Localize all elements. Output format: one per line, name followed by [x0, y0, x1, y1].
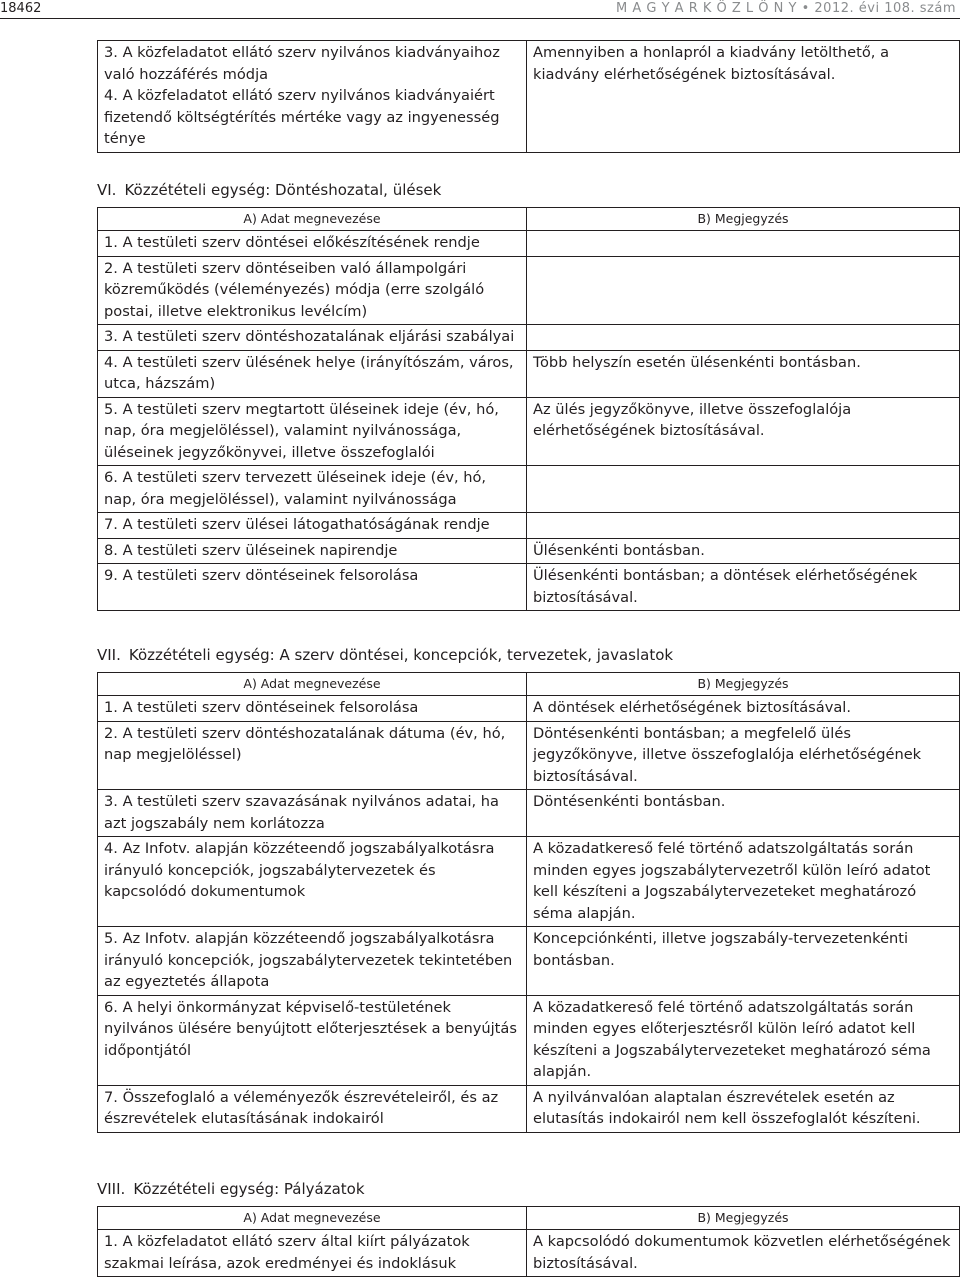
table-row: [98, 1230, 960, 1277]
table-row: [98, 564, 960, 611]
cell-data-name: 4. A testületi szerv ülésének helye (irányítószám, város, utca, házszám): [98, 350, 527, 397]
cell-data-name: 3. A testületi szerv szavazásának nyilvános adatai, ha azt jogszabály nem korlátozza: [98, 790, 527, 837]
table-row: [98, 837, 960, 927]
cell-data-name: 5. Az Infotv. alapján közzéteendő jogszabályalkotásra irányuló koncepciók, jogszabálytervezetek tekintetében az egyeztetés állapota: [98, 927, 527, 996]
cell-remark: [527, 466, 960, 513]
cell-remark: [527, 256, 960, 325]
column-header-b: B) Megjegyzés: [527, 208, 960, 231]
section-table-viii: [97, 1206, 960, 1277]
section-table-vi: [97, 207, 960, 611]
table-row: [98, 790, 960, 837]
cell-data-name: 3. A testületi szerv döntéshozatalának eljárási szabályai: [98, 325, 527, 351]
section-title-vi: [97, 181, 441, 199]
cell-data-name: 1. A testületi szerv döntéseinek felsorolása: [98, 696, 527, 722]
table-row: [98, 1085, 960, 1132]
table-row: [98, 927, 960, 996]
section-heading: Közzétételi egység: Döntéshozatal, ülések: [124, 181, 442, 199]
section-title-viii: [97, 1180, 365, 1198]
cell-remark: Amennyiben a honlapról a kiadvány letölthető, a kiadvány elérhetőségének biztosításával.: [527, 41, 960, 153]
cell-data-name: 7. A testületi szerv ülései látogathatóságának rendje: [98, 513, 527, 539]
table-row: [98, 350, 960, 397]
table-row: [98, 513, 960, 539]
cell-remark: Koncepciónkénti, illetve jogszabály-tervezetenkénti bontásban.: [527, 927, 960, 996]
cell-data-name: 9. A testületi szerv döntéseinek felsorolása: [98, 564, 527, 611]
cell-remark: Döntésenkénti bontásban; a megfelelő ülés jegyzőkönyve, illetve összefoglalója elérhetőségének biztosításával.: [527, 721, 960, 790]
cell-data-name: 2. A testületi szerv döntéseiben való állampolgári közreműködés (véleményezés) módja (erre szolgáló postai, illetve elektronikus levélcím): [98, 256, 527, 325]
column-header-a: A) Adat megnevezése: [98, 208, 527, 231]
cell-remark: [527, 325, 960, 351]
section-heading: Közzétételi egység: A szerv döntései, koncepciók, tervezetek, javaslatok: [128, 646, 674, 664]
cell-remark: [527, 513, 960, 539]
table-row: [98, 397, 960, 466]
section-title-vii: [97, 646, 673, 664]
cell-remark: Több helyszín esetén ülésenkénti bontásban.: [527, 350, 960, 397]
cell-remark: [527, 231, 960, 257]
cell-data-name: 2. A testületi szerv döntéshozatalának dátuma (év, hó, nap megjelöléssel): [98, 721, 527, 790]
header-rule: [0, 18, 960, 19]
cell-remark: Az ülés jegyzőkönyve, illetve összefoglalója elérhetőségének biztosításával.: [527, 397, 960, 466]
section-heading: Közzétételi egység: Pályázatok: [133, 1180, 365, 1198]
cell-remark: Döntésenkénti bontásban.: [527, 790, 960, 837]
page-header: [0, 0, 960, 20]
cell-data-name: 7. Összefoglaló a véleményezők észrevételeiről, és az észrevételek elutasításának indokairól: [98, 1085, 527, 1132]
cell-remark: A döntések elérhetőségének biztosításával.: [527, 696, 960, 722]
cell-remark: A kapcsolódó dokumentumok közvetlen elérhetőségének biztosításával.: [527, 1230, 960, 1277]
table-header-row: [98, 673, 960, 696]
table-row: [98, 325, 960, 351]
table-row: [98, 256, 960, 325]
continuation-table: [97, 40, 960, 153]
cell-data-name: 3. A közfeladatot ellátó szerv nyilvános kiadványaihoz való hozzáférés módja 4. A közfeladatot ellátó szerv nyilvános kiadványaiért fizetendő költségtérítés mértéke vagy az ingyenesség ténye: [98, 41, 527, 153]
table-row: [98, 696, 960, 722]
page-number: 18462: [0, 1, 42, 16]
cell-remark: Ülésenkénti bontásban.: [527, 538, 960, 564]
table-row: [98, 995, 960, 1085]
table-row: [98, 466, 960, 513]
cell-remark: A közadatkereső felé történő adatszolgáltatás során minden egyes előterjesztésről külön leíró adatot kell készíteni a Jogszabálytervezeteket meghatározó séma alapján.: [527, 995, 960, 1085]
section-number: VI.: [97, 181, 117, 199]
table-row: [98, 538, 960, 564]
section-number: VIII.: [97, 1180, 126, 1198]
table-header-row: [98, 208, 960, 231]
cell-remark: A közadatkereső felé történő adatszolgáltatás során minden egyes jogszabálytervezetről külön leíró adatot kell készíteni a Jogszabálytervezeteket meghatározó séma alapján.: [527, 837, 960, 927]
cell-data-name: 4. Az Infotv. alapján közzéteendő jogszabályalkotásra irányuló koncepciók, jogszabálytervezetek és kapcsolódó dokumentumok: [98, 837, 527, 927]
cell-remark: Ülésenkénti bontásban; a döntések elérhetőségének biztosításával.: [527, 564, 960, 611]
table-row: [98, 231, 960, 257]
cell-data-name: 1. A közfeladatot ellátó szerv által kiírt pályázatok szakmai leírása, azok eredményei és indoklásuk: [98, 1230, 527, 1277]
cell-remark: A nyilvánvalóan alaptalan észrevételek esetén az elutasítás indokairól nem kell összefoglalót készíteni.: [527, 1085, 960, 1132]
cell-data-name: 1. A testületi szerv döntései előkészítésének rendje: [98, 231, 527, 257]
column-header-b: B) Megjegyzés: [527, 673, 960, 696]
cell-data-name: 6. A helyi önkormányzat képviselő-testületének nyilvános ülésére benyújtott előterjesztések a benyújtás időpontjától: [98, 995, 527, 1085]
cell-data-name: 6. A testületi szerv tervezett üléseinek ideje (év, hó, nap, óra megjelöléssel), valamint nyilvánossága: [98, 466, 527, 513]
cell-data-name: 5. A testületi szerv megtartott üléseinek ideje (év, hó, nap, óra megjelöléssel), valamint nyilvánossága, üléseinek jegyzőkönyvei, illetve összefoglalói: [98, 397, 527, 466]
table-header-row: [98, 1207, 960, 1230]
column-header-b: B) Megjegyzés: [527, 1207, 960, 1230]
column-header-a: A) Adat megnevezése: [98, 673, 527, 696]
journal-title: M A G Y A R K Ö Z L Ö N Y • 2012. évi 108. szám: [616, 1, 956, 16]
table-row: [98, 721, 960, 790]
table-row: [98, 41, 960, 153]
cell-data-name: 8. A testületi szerv üléseinek napirendje: [98, 538, 527, 564]
section-number: VII.: [97, 646, 121, 664]
section-table-vii: [97, 672, 960, 1133]
column-header-a: A) Adat megnevezése: [98, 1207, 527, 1230]
